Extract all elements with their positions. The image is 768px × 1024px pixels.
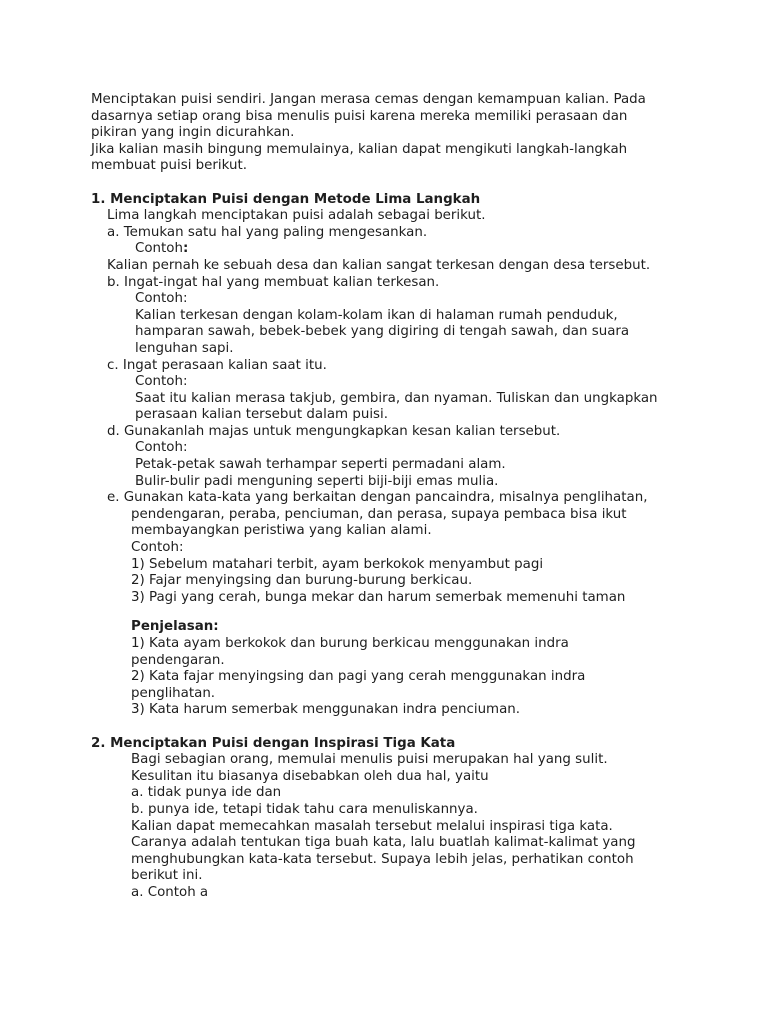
step-c-label: c. Ingat perasaan kalian saat itu. <box>107 357 327 373</box>
step-e-example-line-2: 2) Fajar menyingsing dan burung-burung berkicau. <box>131 573 473 589</box>
explanation-title: Penjelasan: <box>131 619 219 635</box>
step-a-example-text: Kalian pernah ke sebuah desa dan kalian sangat terkesan dengan desa tersebut. <box>107 257 651 273</box>
intro-paragraph-2: Jika kalian masih bingung memulainya, kalian dapat mengikuti langkah-langkah membuat puisi berikut. <box>91 141 628 174</box>
step-d-example-line-1: Petak-petak sawah terhampar seperti permadani alam. <box>135 457 506 473</box>
step-b-example-text: Kalian terkesan dengan kolam-kolam ikan di halaman rumah penduduk, hamparan sawah, bebek-bebek yang digiring di tengah sawah, dan suara lenguhan sapi. <box>135 307 630 356</box>
section-2-heading: 2. Menciptakan Puisi dengan Inspirasi Tiga Kata <box>91 735 456 751</box>
step-a-label: a. Temukan satu hal yang paling mengesankan. <box>107 224 428 240</box>
section-2-line-1: Bagi sebagian orang, memulai menulis puisi merupakan hal yang sulit. Kesulitan itu biasanya disebabkan oleh dua hal, yaitu <box>131 752 608 784</box>
step-e-label: e. Gunakan kata-kata yang berkaitan dengan pancaindra, misalnya penglihatan, pendengaran, peraba, penciuman, dan perasa, supaya pembaca bisa ikut membayangkan peristiwa yang kalian alami. <box>107 490 648 539</box>
step-e-example-label: Contoh: <box>131 540 184 556</box>
section-1-lead: Lima langkah menciptakan puisi adalah sebagai berikut. <box>107 208 486 224</box>
section-2-line-2: a. tidak punya ide dan <box>131 785 282 801</box>
explanation-item-3: 3) Kata harum semerbak menggunakan indra penciuman. <box>131 702 521 718</box>
section-2-line-5: a. Contoh a <box>131 884 209 900</box>
step-c-example-label: Contoh: <box>135 374 188 390</box>
section-2-line-4: Kalian dapat memecahkan masalah tersebut melalui inspirasi tiga kata. Caranya adalah tentukan tiga buah kata, lalu buatlah kalimat-kalimat yang menghubungkan kata-kata tersebut. Supaya lebih jelas, perhatikan contoh berikut ini. <box>131 818 636 884</box>
document-body <box>91 92 691 902</box>
step-b-label: b. Ingat-ingat hal yang membuat kalian terkesan. <box>107 274 440 290</box>
step-d-label: d. Gunakanlah majas untuk mengungkapkan kesan kalian tersebut. <box>107 423 561 439</box>
step-d-example-line-2: Bulir-bulir padi menguning seperti biji-biji emas mulia. <box>135 473 499 489</box>
explanation-item-1: 1) Kata ayam berkokok dan burung berkicau menggunakan indra pendengaran. <box>131 636 569 668</box>
step-e-example-line-1: 1) Sebelum matahari terbit, ayam berkokok menyambut pagi <box>131 556 544 572</box>
step-c-example-text: Saat itu kalian merasa takjub, gembira, dan nyaman. Tuliskan dan ungkapkan perasaan kalian tersebut dalam puisi. <box>135 390 658 423</box>
step-d-example-label: Contoh: <box>135 440 188 456</box>
explanation-item-2: 2) Kata fajar menyingsing dan pagi yang cerah menggunakan indra penglihatan. <box>131 669 586 701</box>
section-2-line-3: b. punya ide, tetapi tidak tahu cara menuliskannya. <box>131 801 478 817</box>
step-e-example-line-3: 3) Pagi yang cerah, bunga mekar dan harum semerbak memenuhi taman <box>131 589 626 605</box>
section-1-heading: 1. Menciptakan Puisi dengan Metode Lima Langkah <box>91 191 481 207</box>
intro-paragraph-1: Menciptakan puisi sendiri. Jangan merasa cemas dengan kemampuan kalian. Pada dasarnya setiap orang bisa menulis puisi karena mereka memiliki perasaan dan pikiran yang ingin dicurahkan. <box>91 92 646 141</box>
step-a-example-label: Contoh: <box>135 241 189 257</box>
step-b-example-label: Contoh: <box>135 291 188 307</box>
